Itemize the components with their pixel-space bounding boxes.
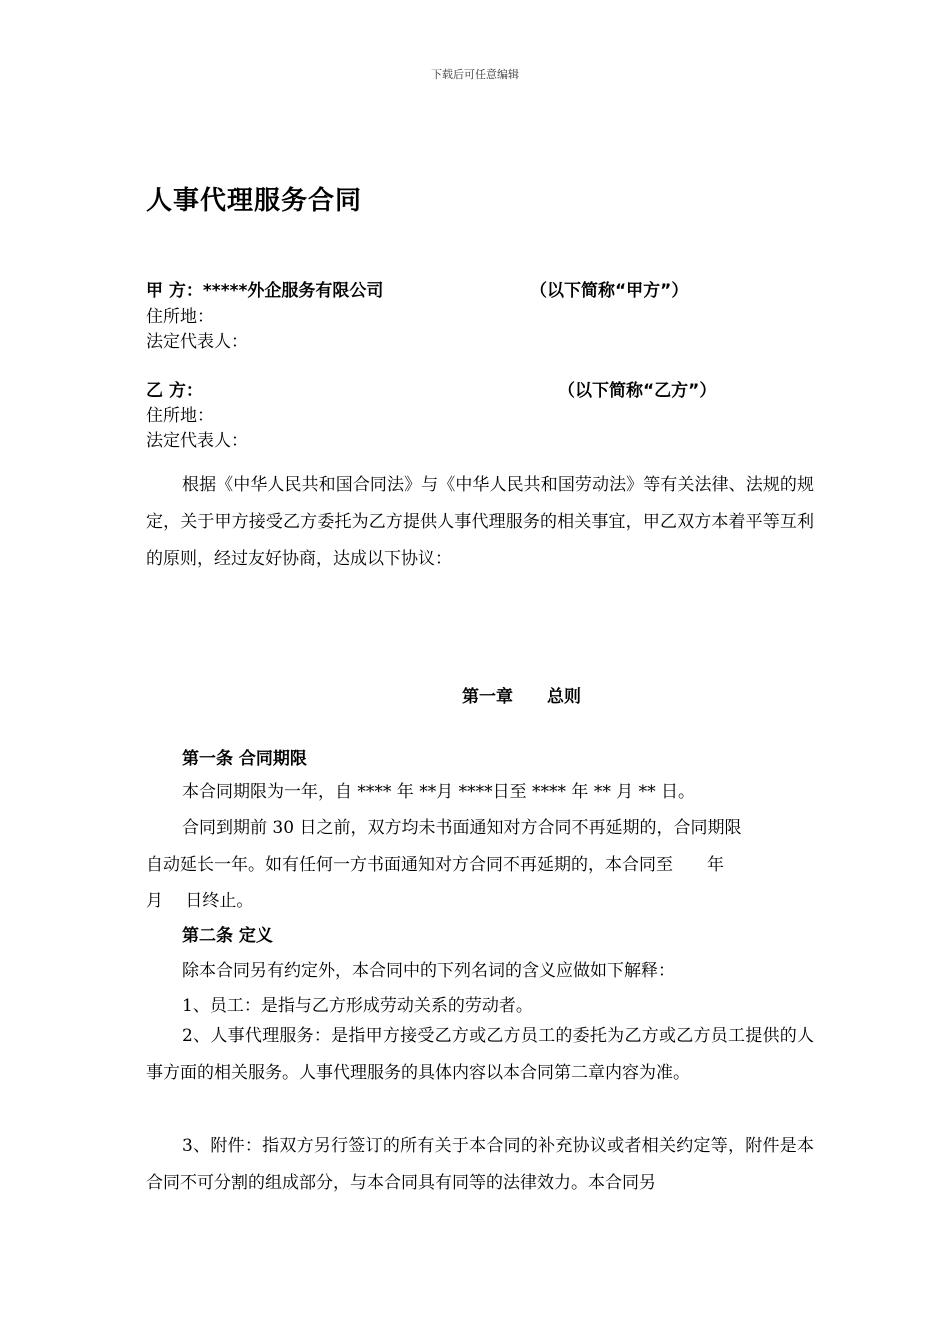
article1-term: 本合同期限为一年，自 **** 年 **月 ****日至 **** 年 ** 月 ** 日。 <box>182 782 696 802</box>
article2-definition-employee: 1、员工：是指与乙方形成劳动关系的劳动者。 <box>182 996 533 1016</box>
party-a-alias: （以下简称“甲方”） <box>530 281 689 301</box>
party-b-address-label: 住所地： <box>146 406 214 426</box>
chapter-title: 第一章 总则 <box>462 687 581 707</box>
header-note: 下载后可任意编辑 <box>431 68 519 81</box>
party-b-label: 乙 方： <box>146 381 203 401</box>
article1-renewal-line1: 合同到期前 30 日之前，双方均未书面通知对方合同不再延期的，合同期限 <box>182 818 742 838</box>
article1-renewal-line2: 自动延长一年。如有任何一方书面通知对方合同不再延期的，本合同至 年 <box>146 855 724 875</box>
party-b-rep-label: 法定代表人： <box>146 431 248 451</box>
contract-title: 人事代理服务合同 <box>146 186 363 216</box>
preamble-paragraph: 根据《中华人民共和国合同法》与《中华人民共和国劳动法》等有关法律、法规的规定，关于甲方接受乙方委托为乙方提供人事代理服务的相关事宜，甲乙双方本着平等互利的原则，经过友好协商，达成以下协议： <box>146 475 814 569</box>
party-b-alias: （以下简称“乙方”） <box>558 381 717 401</box>
article2-definition-service: 2、人事代理服务：是指甲方接受乙方或乙方员工的委托为乙方或乙方员工提供的人事方面的相关服务。人事代理服务的具体内容以本合同第二章内容为准。 <box>146 1026 814 1083</box>
article2-heading: 第二条 定义 <box>182 926 273 946</box>
party-a-label: 甲 方：*****外企服务有限公司 <box>146 281 384 301</box>
article2-intro: 除本合同另有约定外，本合同中的下列名词的含义应做如下解释： <box>182 961 675 981</box>
article1-heading: 第一条 合同期限 <box>182 749 307 769</box>
party-a-address-label: 住所地： <box>146 307 214 327</box>
party-a-rep-label: 法定代表人： <box>146 332 248 352</box>
article1-renewal-line3: 月 日终止。 <box>146 891 254 911</box>
article2-definition-annex: 3、附件：指双方另行签订的所有关于本合同的补充协议或者相关约定等，附件是本合同不可分割的组成部分，与本合同具有同等的法律效力。本合同另 <box>146 1136 814 1193</box>
